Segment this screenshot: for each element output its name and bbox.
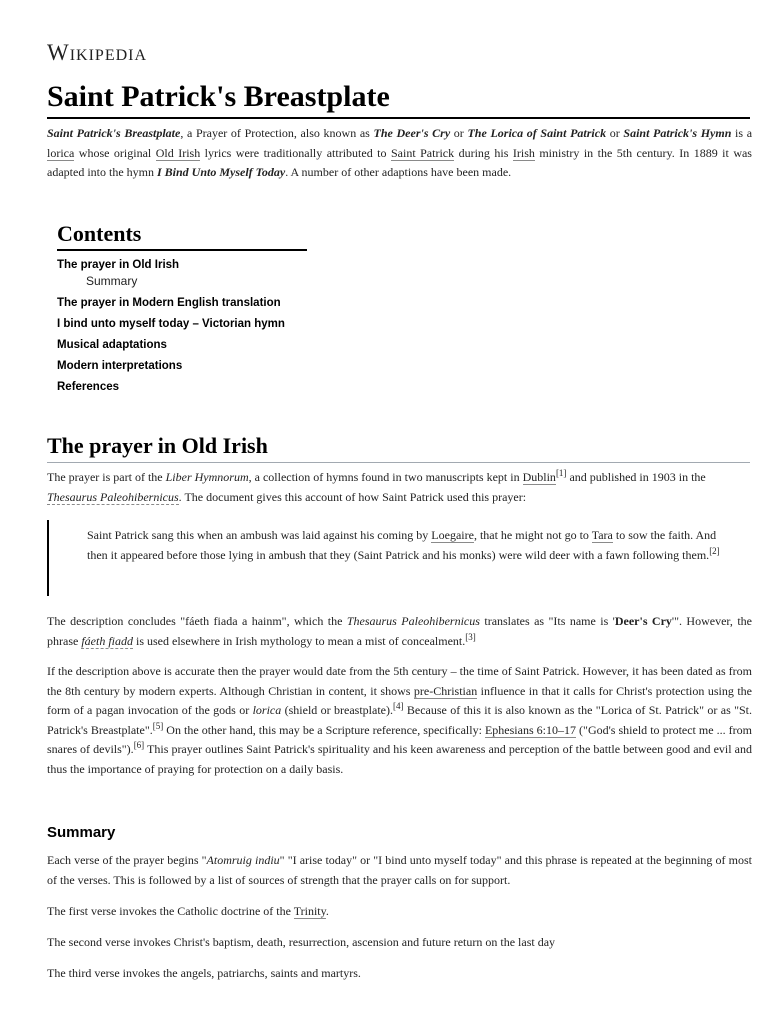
link-thesaurus-paleohibernicus[interactable]: Thesaurus Paleohibernicus [47, 489, 179, 504]
link-pre-christian[interactable]: pre-Christian [413, 683, 478, 698]
link-irish[interactable]: Irish [512, 145, 535, 160]
summary-paragraph-2: The first verse invokes the Catholic doctrine of the Trinity. [47, 904, 329, 918]
section1-paragraph-1: The prayer is part of the Liber Hymnorum, a collection of hymns found in two manuscripts kept in Dublin[1] and published in 1903 in the Thesaurus Paleohibernicus. The document gives this account of how Saint Patrick used this prayer: [47, 468, 706, 504]
citation-4[interactable]: [4] [393, 701, 404, 711]
toc-item-modern-english[interactable]: The prayer in Modern English translation [57, 297, 281, 309]
link-dublin[interactable]: Dublin [522, 470, 556, 484]
blockquote: Saint Patrick sang this when an ambush was laid against his coming by Loegaire, that he might not go to Tara to sow the faith. And then it appeared before those lying in ambush that they (Saint Patrick and his monks) were wild deer with a fawn following them.[2] [87, 528, 720, 562]
link-loegaire[interactable]: Loegaire [431, 528, 474, 542]
page-title: Saint Patrick's Breastplate [47, 78, 750, 119]
citation-2[interactable]: [2] [709, 545, 720, 556]
citation-6[interactable]: [6] [133, 740, 145, 750]
toc-heading: Contents [57, 218, 307, 251]
link-tara[interactable]: Tara [591, 528, 613, 542]
link-old-irish[interactable]: Old Irish [155, 145, 201, 160]
link-trinity[interactable]: Trinity [293, 904, 326, 918]
toc-item-summary[interactable]: Summary [86, 274, 138, 288]
toc-item-musical-adaptations[interactable]: Musical adaptations [57, 339, 167, 351]
citation-5[interactable]: [5] [152, 720, 164, 731]
section1-paragraph-3: If the description above is accurate then the prayer would date from the 5th century – the time of Saint Patrick. However, it has been dated as from the 8th century by modern experts. Although Christian in content, it shows pre-Christian influence in that it calls for Christ's protection using the form of a pagan invocation of the gods or lorica (shield or breastplate).[4] Because of this it is also known as the "Lorica of St. Patrick" or as "St. Patrick's Breastplate".[5] On the other hand, this may be a Scripture reference, specifically: Ephesians 6:10–17 ("God's shield to protect me ... from snares of devils").[6] This prayer outlines Saint Patrick's spirituality and his keen awareness and perception of the battle between good and evil and thus the importance of praying for protection on a daily basis. [47, 664, 753, 776]
summary-paragraph-4: The third verse invokes the angels, patriarchs, saints and martyrs. [47, 966, 361, 980]
link-faeth-fiadd[interactable]: fáeth fiadd [81, 633, 133, 648]
toc-item-victorian-hymn[interactable]: I bind unto myself today – Victorian hymn [57, 318, 285, 330]
summary-paragraph-1: Each verse of the prayer begins "Atomruig indiu" "I arise today" or "I bind unto myself today" and this phrase is repeated at the beginning of most of the verses. This is followed by a list of sources of strength that the prayer calls on for support. [47, 853, 752, 887]
wikipedia-logo[interactable]: Wikipedia [47, 40, 148, 65]
link-saint-patrick[interactable]: Saint Patrick [390, 145, 455, 160]
intro-paragraph: Saint Patrick's Breastplate, a Prayer of Protection, also known as The Deer's Cry or The Lorica of Saint Patrick or Saint Patrick's Hymn is a lorica whose original Old Irish lyrics were traditionally attributed to Saint Patrick during his Irish ministry in the 5th century. In 1889 it was adapted into the hymn I Bind Unto Myself Today. A number of other adaptions have been made. [47, 126, 753, 179]
link-lorica[interactable]: lorica [47, 145, 75, 160]
link-ephesians[interactable]: Ephesians 6:10–17 [484, 722, 577, 737]
toc-item-prayer-old-irish[interactable]: The prayer in Old Irish [57, 259, 180, 271]
section-heading-summary: Summary [47, 824, 116, 841]
blockquote-bar [47, 520, 49, 596]
summary-paragraph-3: The second verse invokes Christ's baptism, death, resurrection, ascension and future return on the last day [47, 935, 556, 949]
section-heading-old-irish: The prayer in Old Irish [47, 432, 750, 463]
table-of-contents [57, 218, 307, 393]
citation-3[interactable]: [3] [465, 631, 476, 642]
toc-item-references[interactable]: References [57, 381, 120, 393]
section1-paragraph-2: The description concludes "fáeth fiada a hainm", which the Thesaurus Paleohibernicus translates as "Its name is 'Deer's Cry'". However, the phrase fáeth fiadd is used elsewhere in Irish mythology to mean a mist of concealment.[3] [47, 614, 752, 648]
toc-item-modern-interpretations[interactable]: Modern interpretations [57, 360, 183, 372]
citation-1[interactable]: [1] [555, 468, 567, 478]
